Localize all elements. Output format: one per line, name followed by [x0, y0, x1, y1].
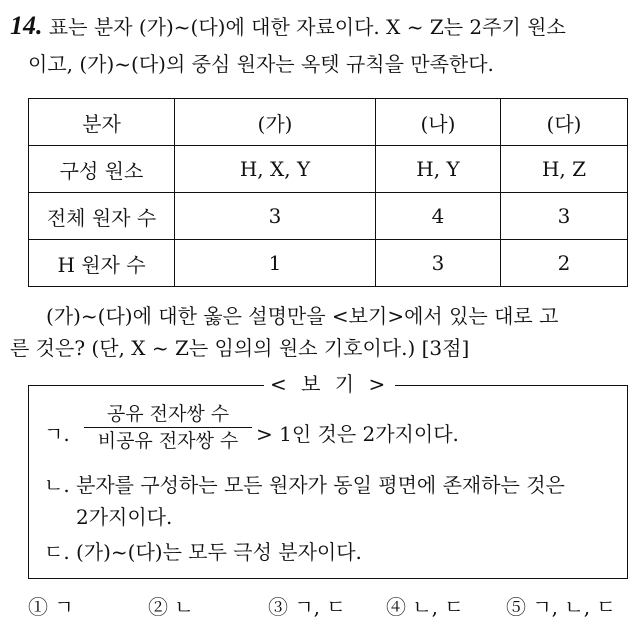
fraction-denominator: 비공유 전자쌍 수 — [97, 430, 239, 452]
table-header-cell: (다) — [500, 99, 627, 146]
bogi-a-label: ㄱ. — [44, 422, 70, 446]
question-text-1: 표는 분자 (가)~(다)에 대한 자료이다. X ~ Z는 2주기 원소 — [48, 15, 566, 39]
question-line-1 — [10, 12, 566, 41]
fraction-bar — [84, 427, 252, 428]
prompt-line-1: (가)~(다)에 대한 옳은 설명만을 <보기>에서 있는 대로 고 — [46, 304, 559, 328]
table-cell: 1 — [175, 240, 376, 287]
prompt-line-2: 른 것은? (단, X ~ Z는 임의의 원소 기호이다.) [3점] — [10, 336, 470, 360]
question-text-2: 이고, (가)~(다)의 중심 원자는 옥텟 규칙을 만족한다. — [28, 52, 494, 76]
bogi-b-label: ㄴ. — [44, 473, 70, 497]
choice-3[interactable]: ③ ㄱ, ㄷ — [268, 595, 346, 619]
bogi-a-text: > 1인 것은 2가지이다. — [256, 422, 459, 446]
table-row — [29, 193, 628, 240]
table-cell: 3 — [175, 193, 376, 240]
table-row — [29, 146, 628, 193]
table-cell: 4 — [375, 193, 500, 240]
bogi-c-label: ㄷ. — [44, 540, 70, 564]
bogi-c-text: (가)~(다)는 모두 극성 분자이다. — [76, 540, 362, 564]
choice-4[interactable]: ④ ㄴ, ㄷ — [386, 595, 464, 619]
table-cell: H, Y — [375, 146, 500, 193]
table-row — [29, 240, 628, 287]
table-header-cell: (나) — [375, 99, 500, 146]
table-cell: 전체 원자 수 — [29, 193, 175, 240]
table-header-cell: (가) — [175, 99, 376, 146]
table-cell: 2 — [500, 240, 627, 287]
table-header-cell: 분자 — [29, 99, 175, 146]
bogi-a-fraction — [84, 402, 252, 453]
choice-5[interactable]: ⑤ ㄱ, ㄴ, ㄷ — [506, 595, 616, 619]
answer-choices — [28, 593, 628, 623]
table-cell: H 원자 수 — [29, 240, 175, 287]
table-cell: H, X, Y — [175, 146, 376, 193]
bogi-b-text-1: 분자를 구성하는 모든 원자가 동일 평면에 존재하는 것은 — [76, 473, 565, 497]
choice-1[interactable]: ① ㄱ — [28, 595, 74, 619]
bogi-b-text-2: 2가지이다. — [76, 505, 173, 529]
question-number: 14. — [10, 11, 43, 40]
data-table — [28, 98, 628, 287]
fraction-numerator: 공유 전자쌍 수 — [106, 403, 230, 425]
table-cell: H, Z — [500, 146, 627, 193]
table-cell: 구성 원소 — [29, 146, 175, 193]
table-cell: 3 — [500, 193, 627, 240]
table-cell: 3 — [375, 240, 500, 287]
table-header-row — [29, 99, 628, 146]
choice-2[interactable]: ② ㄴ — [148, 595, 194, 619]
bogi-title: < 보 기 > — [264, 370, 395, 398]
